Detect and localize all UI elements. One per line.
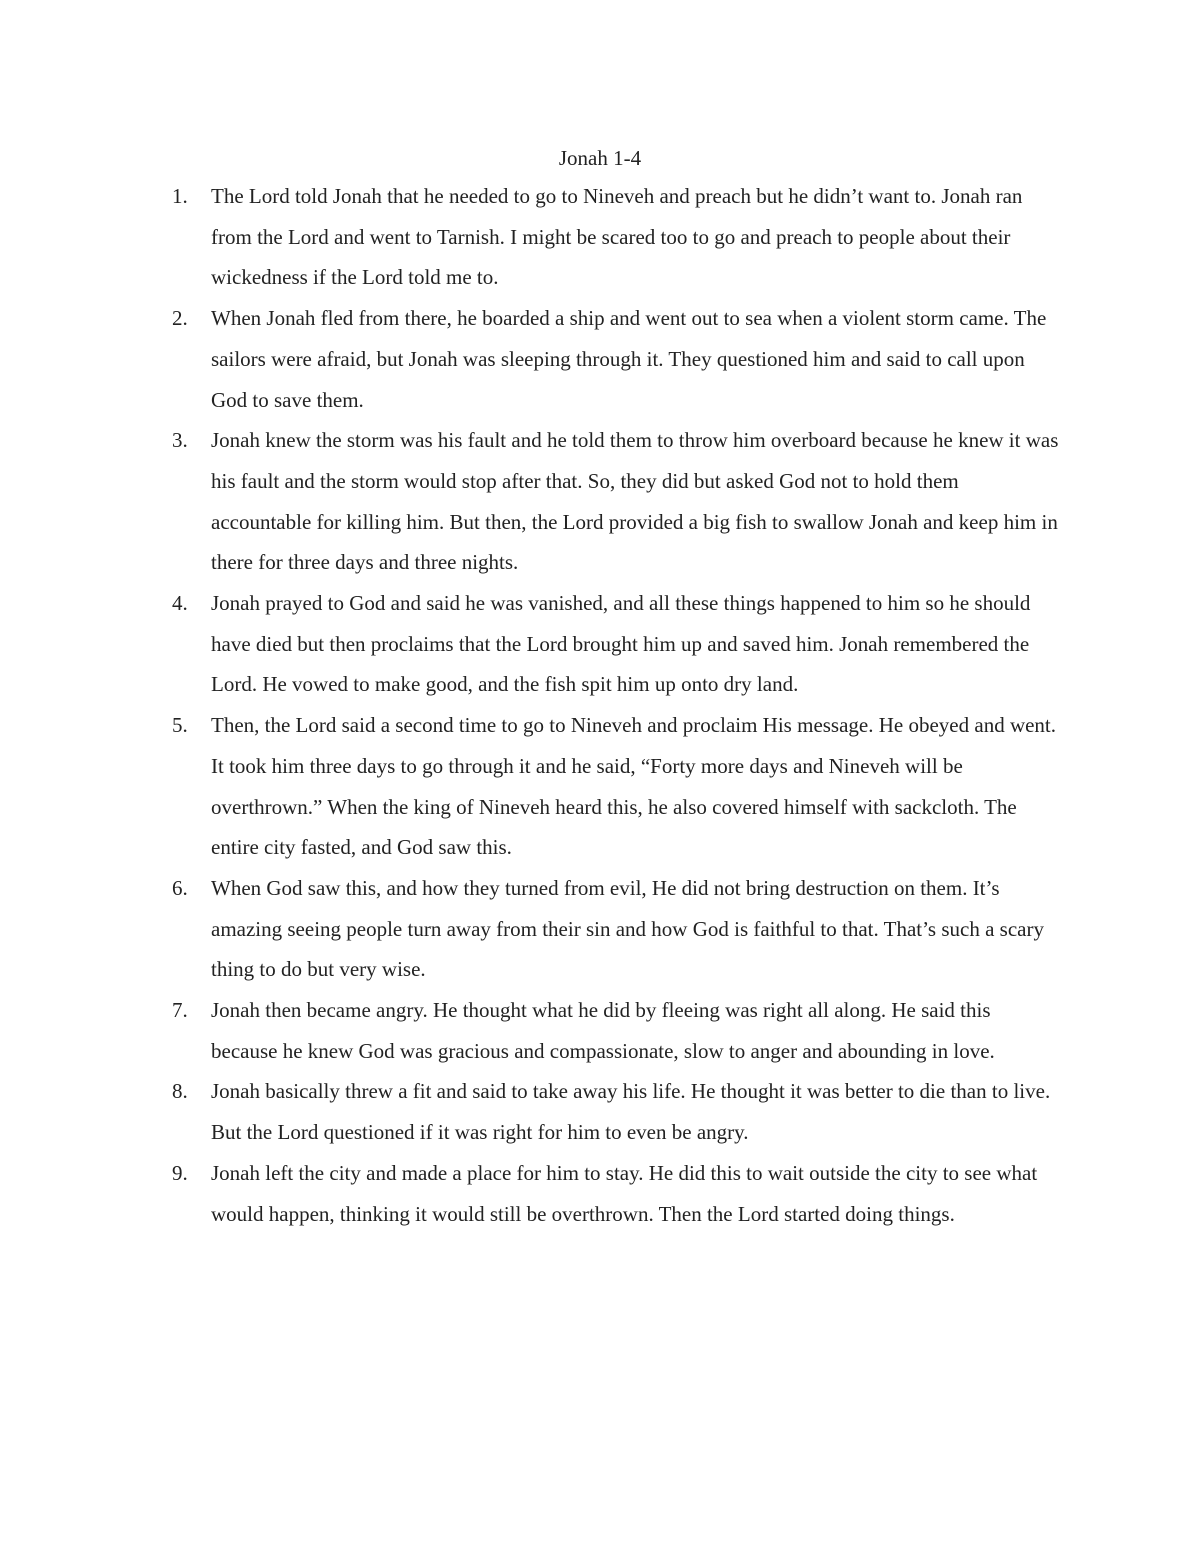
list-item	[0, 420, 1200, 583]
list-item-text: The Lord told Jonah that he needed to go to Nineveh and preach but he didn’t want to. Jonah ran from the Lord and went to Tarnish. I might be scared too to go and preach to people about their wickedness if the Lord told me to.	[211, 184, 1023, 290]
list-item-number: 3.	[172, 428, 188, 453]
list-item-text: Jonah then became angry. He thought what he did by fleeing was right all along. He said this because he knew God was gracious and compassionate, slow to anger and abounding in love.	[211, 998, 995, 1063]
list-item-number: 6.	[172, 875, 188, 900]
list-item-number: 9.	[172, 1160, 188, 1185]
list-item-text: Jonah basically threw a fit and said to take away his life. He thought it was better to die than to live. But the Lord questioned if it was right for him to even be angry.	[211, 1079, 1051, 1145]
list-item-text: Jonah prayed to God and said he was vanished, and all these things happened to him so he should have died but then proclaims that the Lord brought him up and saved him. Jonah remembered the Lord. He vowed to make good, and the fish spit him up onto dry land.	[211, 591, 1031, 697]
list-item-number: 4.	[172, 591, 188, 616]
list-item-text: Jonah left the city and made a place for him to stay. He did this to wait outside the city to see what would happen, thinking it would still be overthrown. Then the Lord started doing things.	[211, 1160, 1038, 1226]
list-item-number: 1.	[172, 184, 188, 208]
list-item	[0, 990, 1200, 1071]
list-item	[0, 583, 1200, 705]
list-item	[0, 1071, 1200, 1152]
list-item-text: Then, the Lord said a second time to go to Nineveh and proclaim His message. He obeyed and went. It took him three days to go through it and he said, “Forty more days and Nineveh will be overthrown.” When the king of Nineveh heard this, he also covered himself with sackcloth. The entire city fasted, and God saw this.	[211, 713, 1057, 860]
list-item-text: When God saw this, and how they turned from evil, He did not bring destruction on them. It’s amazing seeing people turn away from their sin and how God is faithful to that. That’s such a scary thing to do but very wise.	[211, 875, 1044, 982]
list-item-number: 5.	[172, 713, 188, 738]
list-item	[0, 176, 1200, 298]
list-item	[0, 868, 1200, 990]
numbered-list	[0, 176, 1200, 1234]
list-item-number: 7.	[172, 998, 188, 1023]
list-item	[0, 705, 1200, 868]
list-item-number: 8.	[172, 1079, 188, 1104]
list-item-text: When Jonah fled from there, he boarded a ship and went out to sea when a violent storm came. The sailors were afraid, but Jonah was sleeping through it. They questioned him and said to call upon God to save them.	[211, 306, 1047, 412]
list-item	[0, 298, 1200, 420]
document-title: Jonah 1-4	[558, 146, 642, 170]
list-item-number: 2.	[172, 306, 188, 331]
list-item-text: Jonah knew the storm was his fault and he told them to throw him overboard because he knew it was his fault and the storm would stop after that. So, they did but asked God not to hold them accountable for killing him. But then, the Lord provided a big fish to swallow Jonah and keep him in there for three days and three nights.	[211, 428, 1059, 575]
list-item	[0, 1153, 1200, 1234]
